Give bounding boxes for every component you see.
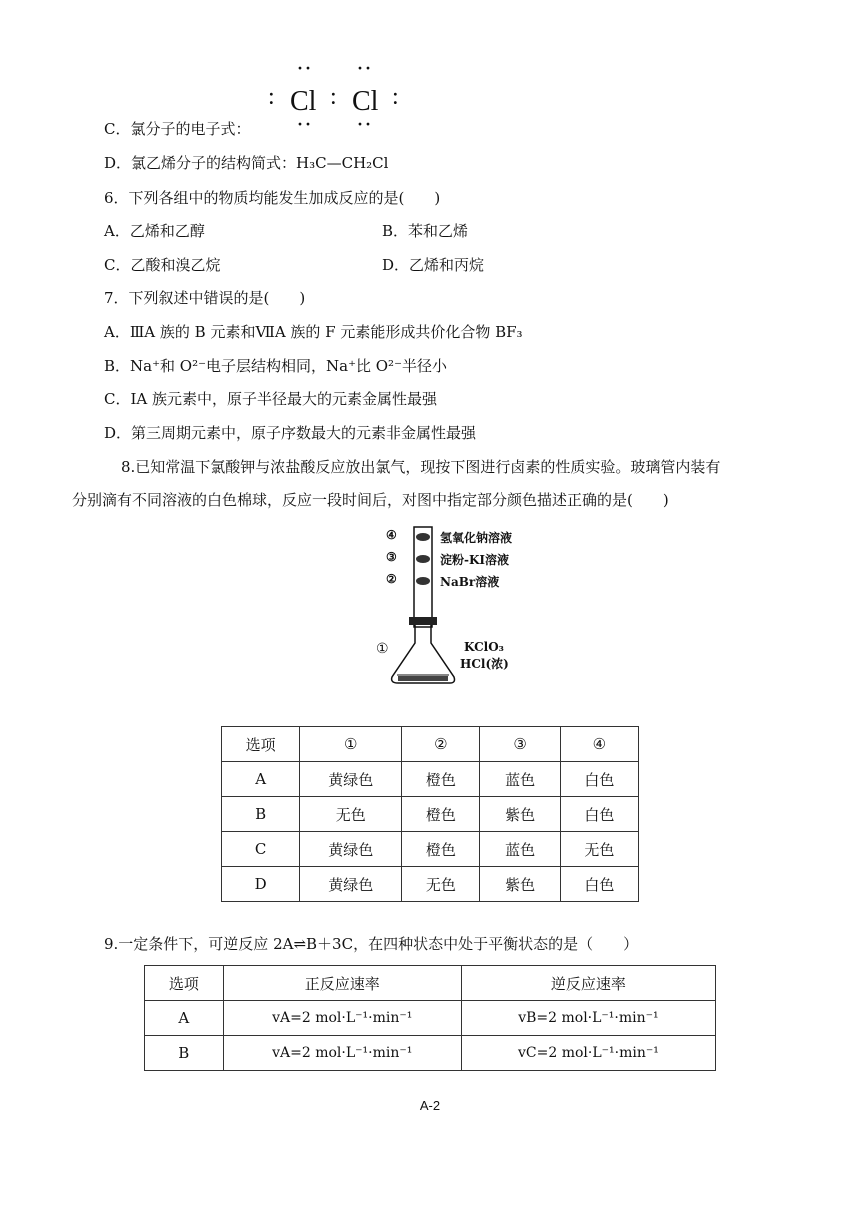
- table-cell: 黄绿色: [300, 832, 402, 867]
- table-cell: C: [222, 832, 300, 867]
- electron-dots: ··: [296, 56, 312, 82]
- q6-option-d: D．乙烯和丙烷: [382, 256, 485, 274]
- label-1-number: ①: [376, 641, 389, 657]
- table-row: [145, 1001, 716, 1036]
- table-cell: 黄绿色: [300, 867, 402, 902]
- table-cell: vA=2 mol·L⁻¹·min⁻¹: [223, 1001, 461, 1036]
- q7-option-c: C．ⅠA 族元素中，原子半径最大的元素金属性最强: [104, 390, 438, 408]
- table-row: [222, 867, 639, 902]
- question-7: 7．下列叙述中错误的是( ): [104, 289, 306, 307]
- option-c-line: C．氯分子的电子式：: [104, 120, 251, 138]
- table-header-cell: ③: [480, 727, 560, 762]
- label-2-number: ②: [386, 572, 397, 586]
- table-cell: B: [145, 1036, 224, 1071]
- q6-option-a: A．乙烯和乙醇: [104, 222, 205, 240]
- table-cell: 紫色: [480, 797, 560, 832]
- q7-option-b: B．Na⁺和 O²⁻电子层结构相同，Na⁺比 O²⁻半径小: [104, 357, 447, 375]
- table-cell: 无色: [402, 867, 480, 902]
- electron-dots: ··: [356, 56, 372, 82]
- table-cell: 白色: [560, 797, 638, 832]
- option-d-line: D．氯乙烯分子的结构简式：H₃C—CH₂Cl: [104, 154, 389, 172]
- label-3-text: 淀粉-KI溶液: [440, 553, 510, 567]
- table-header-row: [222, 727, 639, 762]
- chlorine-atom: Cl: [290, 86, 317, 117]
- table-cell: B: [222, 797, 300, 832]
- label-3-number: ③: [386, 550, 397, 564]
- reagent-hcl: HCl(浓): [460, 657, 509, 671]
- table-header-cell: ④: [560, 727, 638, 762]
- q7-option-d: D．第三周期元素中，原子序数最大的元素非金属性最强: [104, 424, 477, 442]
- electron-dots: ··: [296, 112, 312, 138]
- electron-dots: ··: [356, 112, 372, 138]
- table-header-cell: 选项: [145, 966, 224, 1001]
- question-8-line2: 分别滴有不同溶液的白色棉球，反应一段时间后，对图中指定部分颜色描述正确的是( ): [72, 491, 669, 509]
- label-2-text: NaBr溶液: [440, 575, 500, 589]
- question-9: 9.一定条件下，可逆反应 2A⇌B＋3C，在四种状态中处于平衡状态的是（ ）: [104, 935, 639, 953]
- table-cell: 蓝色: [480, 832, 560, 867]
- table-cell: 紫色: [480, 867, 560, 902]
- q6-option-c: C．乙酸和溴乙烷: [104, 256, 221, 274]
- table-header-cell: 正反应速率: [223, 966, 461, 1001]
- table-cell: 无色: [560, 832, 638, 867]
- table-header-cell: ①: [300, 727, 402, 762]
- table-header-cell: 逆反应速率: [461, 966, 715, 1001]
- question-8-line1: 8.已知常温下氯酸钾与浓盐酸反应放出氯气，现按下图进行卤素的性质实验。玻璃管内装有: [121, 458, 721, 476]
- table-cell: vA=2 mol·L⁻¹·min⁻¹: [223, 1036, 461, 1071]
- table-row: [222, 797, 639, 832]
- table-cell: 白色: [560, 867, 638, 902]
- q6-option-b: B．苯和乙烯: [382, 222, 469, 240]
- table-cell: A: [145, 1001, 224, 1036]
- question-6: 6．下列各组中的物质均能发生加成反应的是( ): [104, 189, 441, 207]
- table-cell: vB=2 mol·L⁻¹·min⁻¹: [461, 1001, 715, 1036]
- table-cell: 蓝色: [480, 762, 560, 797]
- table-cell: 橙色: [402, 762, 480, 797]
- table-cell: 白色: [560, 762, 638, 797]
- table-header-row: [145, 966, 716, 1001]
- table-row: [145, 1036, 716, 1071]
- electron-dots: :: [392, 84, 399, 110]
- table-cell: 橙色: [402, 797, 480, 832]
- table-row: [222, 762, 639, 797]
- table-header-cell: 选项: [222, 727, 300, 762]
- label-4-text: 氢氧化钠溶液: [440, 531, 513, 545]
- table-cell: 橙色: [402, 832, 480, 867]
- reagent-kclo3: KClO₃: [464, 640, 504, 654]
- chlorine-atom: Cl: [352, 86, 379, 117]
- table-cell: A: [222, 762, 300, 797]
- electron-dots: :: [268, 84, 275, 110]
- table-cell: vC=2 mol·L⁻¹·min⁻¹: [461, 1036, 715, 1071]
- table-header-cell: ②: [402, 727, 480, 762]
- question-8-table: [221, 726, 639, 902]
- page-number: A-2: [419, 1098, 441, 1113]
- table-cell: D: [222, 867, 300, 902]
- electron-dots: :: [330, 84, 337, 110]
- q7-option-a: A．ⅢA 族的 B 元素和ⅦA 族的 F 元素能形成共价化合物 BF₃: [104, 323, 523, 341]
- table-row: [222, 832, 639, 867]
- label-4-number: ④: [386, 528, 397, 542]
- table-cell: 无色: [300, 797, 402, 832]
- question-9-table: [144, 965, 716, 1071]
- table-cell: 黄绿色: [300, 762, 402, 797]
